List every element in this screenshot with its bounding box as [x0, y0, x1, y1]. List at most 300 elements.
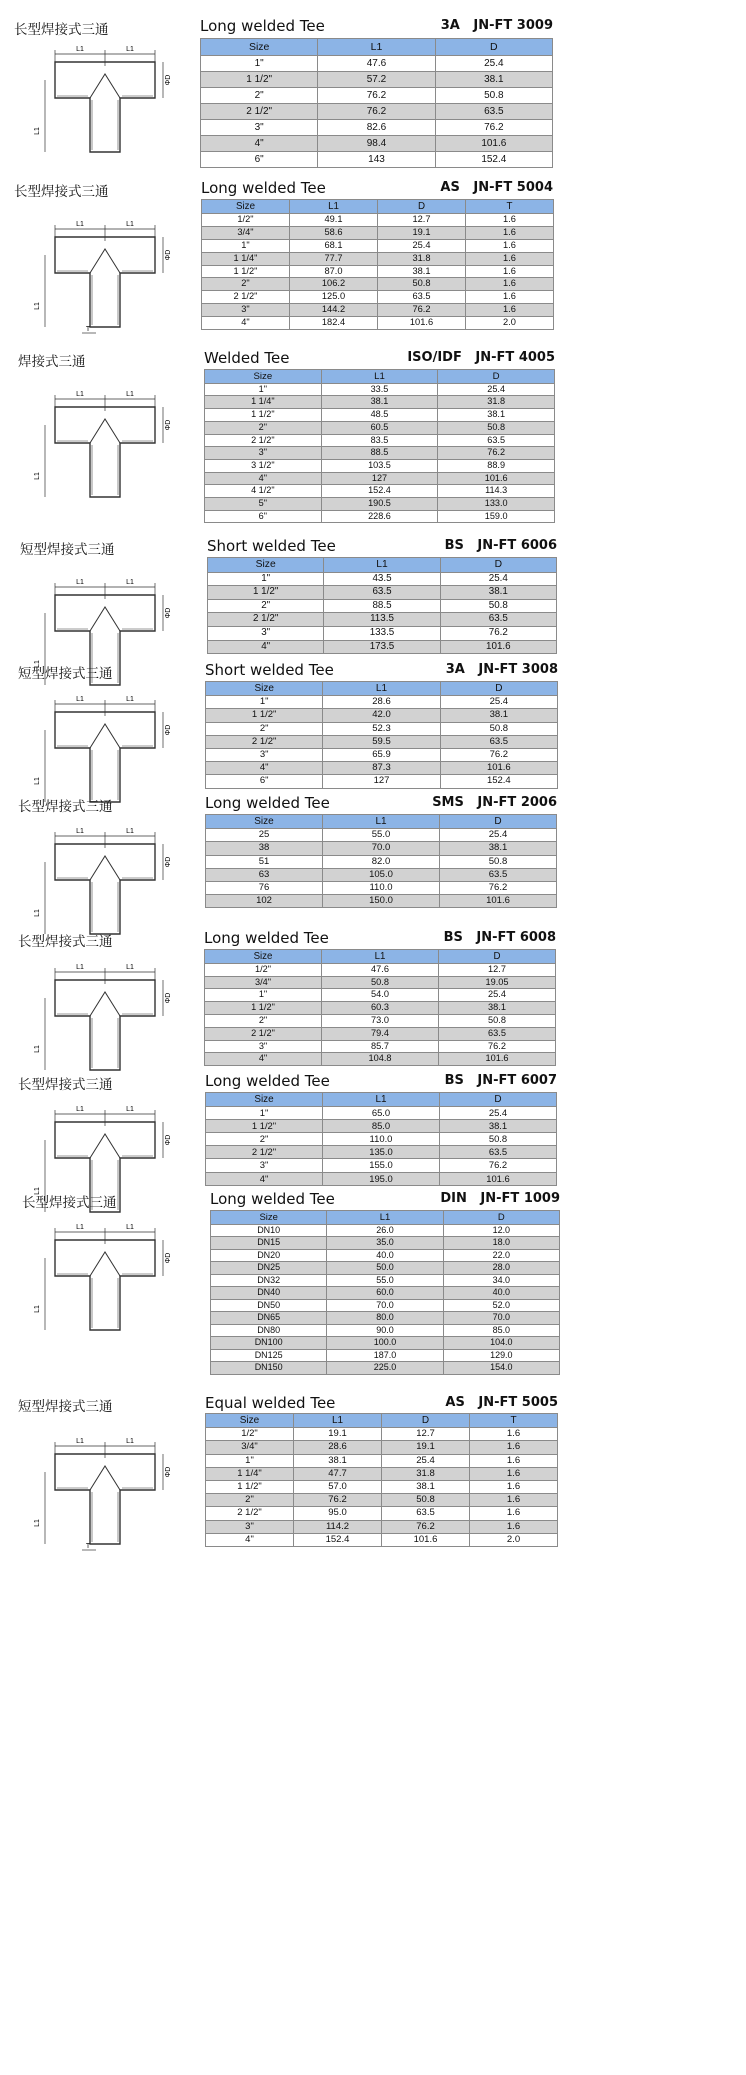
table-cell: 73.0 — [322, 1014, 439, 1027]
table-cell: 1" — [206, 1107, 323, 1120]
table-cell: 63.5 — [438, 434, 555, 447]
table-row — [202, 265, 554, 278]
table-cell: 5" — [205, 498, 322, 511]
table-row — [205, 472, 555, 485]
table-cell: 90.0 — [327, 1324, 443, 1337]
table-cell: 38.1 — [321, 396, 438, 409]
table-cell: 57.0 — [294, 1481, 382, 1494]
table-cell: 35.0 — [327, 1237, 443, 1250]
tee-outline — [55, 62, 155, 152]
table-cell: 1" — [202, 239, 290, 252]
table-row — [201, 104, 553, 120]
table-cell: 182.4 — [290, 317, 378, 330]
dim-l1-label: L1 — [76, 391, 84, 398]
table-row — [206, 1494, 558, 1507]
dim-t-label: T — [85, 1543, 91, 1550]
dim-d-label: ΦD — [165, 607, 172, 619]
column-header: Size — [206, 1093, 323, 1107]
chinese-title: 焊接式三通 — [18, 354, 86, 370]
table-row — [201, 72, 553, 88]
table-cell: 1 1/2" — [202, 265, 290, 278]
table-cell: 63.5 — [439, 1027, 556, 1040]
tee-drawing — [10, 215, 185, 355]
table-cell: 3" — [208, 626, 324, 640]
table-cell: 28.6 — [323, 696, 440, 709]
table-cell: 1 1/2" — [206, 1481, 294, 1494]
table-cell: 57.2 — [318, 72, 435, 88]
table-cell: 2" — [205, 421, 322, 434]
table-cell: 50.8 — [440, 599, 556, 613]
table-cell: 1.6 — [466, 213, 554, 226]
table-cell: 154.0 — [443, 1362, 559, 1375]
tee-outline — [55, 237, 155, 327]
table-cell: 3" — [205, 447, 322, 460]
table-row — [211, 1274, 560, 1287]
table-cell: 3" — [202, 304, 290, 317]
table-header-row — [205, 370, 555, 384]
table-cell: 100.0 — [327, 1337, 443, 1350]
table-cell: 101.6 — [382, 1533, 470, 1546]
table-cell: 2" — [206, 1133, 323, 1146]
tee-outline — [55, 844, 155, 934]
table-row — [206, 722, 558, 735]
table-cell: 1.6 — [470, 1467, 558, 1480]
table-cell: 22.0 — [443, 1249, 559, 1262]
column-header: Size — [206, 682, 323, 696]
table-cell: 225.0 — [327, 1362, 443, 1375]
table-cell: 2" — [205, 1014, 322, 1027]
table-cell: 4 1/2" — [205, 485, 322, 498]
table-cell: 38.1 — [294, 1454, 382, 1467]
tee-diagram — [10, 385, 185, 529]
tee-outline — [55, 980, 155, 1070]
table-cell: 19.1 — [294, 1428, 382, 1441]
table-cell: 25.4 — [440, 696, 557, 709]
table-cell: 34.0 — [443, 1274, 559, 1287]
table-cell: 68.1 — [290, 239, 378, 252]
table-cell: 4" — [201, 136, 318, 152]
table-cell: 2.0 — [466, 317, 554, 330]
table-cell: 101.6 — [440, 895, 557, 908]
table-cell: 80.0 — [327, 1312, 443, 1325]
table-cell: 47.7 — [294, 1467, 382, 1480]
table-row — [201, 136, 553, 152]
table-cell: 25.4 — [439, 989, 556, 1002]
table-cell: 113.5 — [324, 613, 440, 627]
table-cell: 127 — [321, 472, 438, 485]
column-header: D — [440, 1093, 557, 1107]
table-cell: 51 — [206, 855, 323, 868]
tee-diagram — [10, 1218, 185, 1362]
column-header: Size — [205, 950, 322, 964]
table-row — [208, 586, 557, 600]
table-cell: 4" — [208, 640, 324, 654]
tee-outline — [55, 1454, 155, 1544]
spec-table — [210, 1210, 560, 1375]
dim-d-label: ΦD — [165, 419, 172, 431]
english-title: Short welded Tee — [205, 661, 334, 679]
table-cell: 43.5 — [324, 572, 440, 586]
table-cell: 152.4 — [440, 775, 557, 788]
table-cell: 110.0 — [323, 882, 440, 895]
table-cell: 40.0 — [443, 1287, 559, 1300]
table-row — [201, 88, 553, 104]
table-cell: 4" — [206, 762, 323, 775]
table-cell: 63.5 — [324, 586, 440, 600]
table-cell: 87.0 — [290, 265, 378, 278]
tee-outline — [55, 712, 155, 802]
table-cell: 76.2 — [440, 1159, 557, 1172]
column-header: L1 — [324, 558, 440, 573]
table-cell: 1/2" — [205, 963, 322, 976]
table-cell: 3" — [201, 120, 318, 136]
table-cell: 1.6 — [470, 1520, 558, 1533]
table-row — [208, 599, 557, 613]
english-title: Long welded Tee — [204, 929, 329, 947]
table-row — [206, 1107, 557, 1120]
standard-code: AS JN-FT 5005 — [445, 1395, 558, 1410]
table-cell: 48.5 — [321, 409, 438, 422]
table-row — [206, 1467, 558, 1480]
table-cell: 1 1/4" — [206, 1467, 294, 1480]
dim-l1-label: L1 — [76, 1438, 84, 1445]
table-row — [202, 317, 554, 330]
table-cell: 38.1 — [440, 709, 557, 722]
table-cell: 1.6 — [470, 1507, 558, 1520]
table-cell: 2 1/2" — [206, 735, 323, 748]
chinese-title: 长型焊接式三通 — [14, 184, 109, 200]
spec-table — [205, 1413, 558, 1547]
table-cell: 4" — [202, 317, 290, 330]
dim-l1-label: L1 — [76, 46, 84, 53]
table-cell: 38.1 — [440, 1120, 557, 1133]
table-cell: 110.0 — [323, 1133, 440, 1146]
table-cell: 38.1 — [440, 586, 556, 600]
table-header-row — [205, 950, 556, 964]
table-row — [206, 1441, 558, 1454]
dim-t-label: T — [85, 326, 91, 333]
table-row — [205, 409, 555, 422]
table-cell: 155.0 — [323, 1159, 440, 1172]
table-cell: 135.0 — [323, 1146, 440, 1159]
table-cell: 1.6 — [470, 1441, 558, 1454]
table-row — [206, 775, 558, 788]
table-cell: 1.6 — [470, 1481, 558, 1494]
table-cell: 2 1/2" — [201, 104, 318, 120]
table-cell: 25.4 — [378, 239, 466, 252]
dim-l1-label: L1 — [126, 391, 134, 398]
table-row — [206, 1120, 557, 1133]
chinese-title: 短型焊接式三通 — [18, 1399, 113, 1415]
table-row — [206, 762, 558, 775]
table-cell: 1 1/4" — [205, 396, 322, 409]
table-cell: 2" — [201, 88, 318, 104]
table-cell: 50.8 — [378, 278, 466, 291]
english-title: Welded Tee — [204, 349, 290, 367]
column-header: D — [439, 950, 556, 964]
table-cell: 50.8 — [438, 421, 555, 434]
table-cell: 63.5 — [440, 1146, 557, 1159]
table-row — [202, 304, 554, 317]
column-header: L1 — [294, 1414, 382, 1428]
table-row — [208, 626, 557, 640]
chinese-title: 长型焊接式三通 — [18, 934, 113, 950]
table-cell: 42.0 — [323, 709, 440, 722]
table-cell: 79.4 — [322, 1027, 439, 1040]
table-cell: 1" — [206, 696, 323, 709]
table-row — [206, 1520, 558, 1533]
dim-l1-label: L1 — [34, 1305, 41, 1313]
table-row — [206, 735, 558, 748]
table-cell: 187.0 — [327, 1349, 443, 1362]
chinese-title: 长型焊接式三通 — [14, 22, 109, 38]
column-header: D — [378, 200, 466, 214]
table-cell: 1.6 — [466, 291, 554, 304]
table-cell: 133.0 — [438, 498, 555, 511]
table-cell: 59.5 — [323, 735, 440, 748]
table-cell: 2 1/2" — [208, 613, 324, 627]
tee-diagram — [10, 40, 185, 184]
standard-code: BS JN-FT 6006 — [444, 538, 557, 553]
table-cell: 129.0 — [443, 1349, 559, 1362]
table-row — [205, 963, 556, 976]
table-cell: 133.5 — [324, 626, 440, 640]
table-cell: 50.8 — [435, 88, 552, 104]
table-row — [202, 226, 554, 239]
table-cell: 1.6 — [470, 1494, 558, 1507]
table-cell: 2" — [206, 722, 323, 735]
dim-l1-label: L1 — [126, 1224, 134, 1231]
table-cell: 1" — [201, 56, 318, 72]
table-row — [205, 459, 555, 472]
column-header: D — [440, 815, 557, 829]
table-cell: 50.8 — [440, 1133, 557, 1146]
table-cell: 104.0 — [443, 1337, 559, 1350]
standard-code: 3A JN-FT 3008 — [445, 662, 558, 677]
table-cell: 50.8 — [440, 855, 557, 868]
table-row — [206, 842, 557, 855]
table-cell: 31.8 — [382, 1467, 470, 1480]
dim-d-label: ΦD — [165, 1252, 172, 1264]
table-cell: 38.1 — [378, 265, 466, 278]
table-cell: 4" — [206, 1172, 323, 1185]
table-cell: 88.5 — [324, 599, 440, 613]
table-row — [202, 252, 554, 265]
table-cell: 2" — [206, 1494, 294, 1507]
table-cell: 95.0 — [294, 1507, 382, 1520]
table-cell: DN32 — [211, 1274, 327, 1287]
dim-l1-label: L1 — [76, 1224, 84, 1231]
table-row — [206, 1428, 558, 1441]
table-cell: 6" — [205, 510, 322, 523]
tee-drawing — [10, 1432, 185, 1572]
column-header: D — [438, 370, 555, 384]
table-cell: 1 1/2" — [205, 1002, 322, 1015]
column-header: L1 — [323, 815, 440, 829]
table-cell: 76.2 — [378, 304, 466, 317]
tee-outline — [55, 1240, 155, 1330]
table-cell: 63.5 — [440, 735, 557, 748]
table-cell: 3/4" — [206, 1441, 294, 1454]
table-cell: 12.0 — [443, 1224, 559, 1237]
standard-code: 3A JN-FT 3009 — [440, 18, 553, 33]
table-cell: 85.0 — [323, 1120, 440, 1133]
table-cell: 76.2 — [440, 882, 557, 895]
column-header: Size — [208, 558, 324, 573]
table-cell: 2" — [202, 278, 290, 291]
table-cell: DN125 — [211, 1349, 327, 1362]
table-row — [206, 709, 558, 722]
table-cell: 76.2 — [294, 1494, 382, 1507]
table-cell: 38.1 — [440, 842, 557, 855]
table-cell: 1" — [205, 989, 322, 1002]
table-cell: 2 1/2" — [206, 1507, 294, 1520]
dim-l1-label: L1 — [76, 579, 84, 586]
table-cell: 55.0 — [323, 829, 440, 842]
table-cell: DN10 — [211, 1224, 327, 1237]
table-cell: 1.6 — [466, 226, 554, 239]
table-cell: 85.0 — [443, 1324, 559, 1337]
table-cell: 76.2 — [318, 104, 435, 120]
dim-d-label: ΦD — [165, 74, 172, 86]
column-header: L1 — [321, 370, 438, 384]
table-cell: 63.5 — [440, 613, 556, 627]
table-cell: 101.6 — [440, 762, 557, 775]
table-cell: 152.4 — [294, 1533, 382, 1546]
table-cell: 1 1/4" — [202, 252, 290, 265]
table-cell: 3/4" — [205, 976, 322, 989]
table-cell: 70.0 — [323, 842, 440, 855]
table-cell: 1.6 — [466, 304, 554, 317]
table-cell: 38.1 — [382, 1481, 470, 1494]
table-cell: 6" — [206, 775, 323, 788]
table-row — [205, 498, 555, 511]
table-row — [211, 1312, 560, 1325]
table-cell: 88.5 — [321, 447, 438, 460]
table-cell: 1" — [208, 572, 324, 586]
chinese-title: 长型焊接式三通 — [18, 799, 113, 815]
dim-d-label: ΦD — [165, 992, 172, 1004]
table-cell: 152.4 — [321, 485, 438, 498]
table-row — [206, 882, 557, 895]
table-cell: 28.6 — [294, 1441, 382, 1454]
table-cell: 18.0 — [443, 1237, 559, 1250]
column-header: Size — [206, 815, 323, 829]
dim-l1-label: L1 — [126, 1106, 134, 1113]
table-row — [208, 572, 557, 586]
table-cell: 2" — [208, 599, 324, 613]
table-cell: 88.9 — [438, 459, 555, 472]
table-row — [211, 1324, 560, 1337]
tee-outline — [55, 407, 155, 497]
table-cell: 33.5 — [321, 383, 438, 396]
table-cell: 143 — [318, 152, 435, 168]
standard-code: BS JN-FT 6008 — [443, 930, 556, 945]
table-cell: 76.2 — [318, 88, 435, 104]
dim-l1-label: L1 — [34, 127, 41, 135]
table-cell: 101.6 — [440, 640, 556, 654]
table-cell: 150.0 — [323, 895, 440, 908]
table-cell: 103.5 — [321, 459, 438, 472]
table-cell: 2.0 — [470, 1533, 558, 1546]
standard-code: AS JN-FT 5004 — [440, 180, 553, 195]
chinese-title: 短型焊接式三通 — [18, 666, 113, 682]
dim-d-label: ΦD — [165, 856, 172, 868]
table-cell: DN50 — [211, 1299, 327, 1312]
dim-l1-label: L1 — [34, 302, 41, 310]
table-cell: 12.7 — [378, 213, 466, 226]
table-cell: 65.0 — [323, 1107, 440, 1120]
table-cell: 228.6 — [321, 510, 438, 523]
table-cell: 76.2 — [382, 1520, 470, 1533]
table-row — [205, 434, 555, 447]
table-row — [206, 1481, 558, 1494]
table-row — [206, 1454, 558, 1467]
table-cell: 159.0 — [438, 510, 555, 523]
table-cell: 58.6 — [290, 226, 378, 239]
dim-d-label: ΦD — [165, 724, 172, 736]
column-header: D — [443, 1211, 559, 1225]
table-row — [206, 855, 557, 868]
standard-code: BS JN-FT 6007 — [444, 1073, 557, 1088]
column-header: L1 — [290, 200, 378, 214]
table-cell: 82.6 — [318, 120, 435, 136]
dim-l1-label: L1 — [126, 696, 134, 703]
table-cell: 101.6 — [438, 472, 555, 485]
table-cell: 1 1/2" — [205, 409, 322, 422]
table-cell: 195.0 — [323, 1172, 440, 1185]
table-row — [211, 1224, 560, 1237]
table-cell: 2 1/2" — [202, 291, 290, 304]
table-cell: 105.0 — [323, 868, 440, 881]
table-cell: 1" — [206, 1454, 294, 1467]
table-cell: 25.4 — [440, 1107, 557, 1120]
table-cell: 3" — [205, 1040, 322, 1053]
table-row — [206, 749, 558, 762]
column-header: L1 — [322, 950, 439, 964]
dim-d-label: ΦD — [165, 1134, 172, 1146]
dim-l1-label: L1 — [126, 828, 134, 835]
dim-l1-label: L1 — [76, 964, 84, 971]
table-cell: 101.6 — [378, 317, 466, 330]
table-cell: 76.2 — [438, 447, 555, 460]
table-cell: 38.1 — [439, 1002, 556, 1015]
table-cell: 50.8 — [322, 976, 439, 989]
tee-diagram — [10, 1432, 185, 1576]
table-row — [206, 1533, 558, 1546]
table-cell: 25.4 — [435, 56, 552, 72]
column-header: Size — [205, 370, 322, 384]
dim-l1-label: L1 — [126, 46, 134, 53]
dim-l1-label: L1 — [34, 777, 41, 785]
table-row — [211, 1349, 560, 1362]
table-row — [205, 447, 555, 460]
table-row — [205, 510, 555, 523]
table-row — [208, 640, 557, 654]
table-cell: 76.2 — [439, 1040, 556, 1053]
dim-l1-label: L1 — [76, 221, 84, 228]
table-cell: 87.3 — [323, 762, 440, 775]
table-cell: 63.5 — [378, 291, 466, 304]
column-header: L1 — [323, 682, 440, 696]
table-cell: 125.0 — [290, 291, 378, 304]
table-cell: 1/2" — [206, 1428, 294, 1441]
table-row — [211, 1299, 560, 1312]
table-cell: 3 1/2" — [205, 459, 322, 472]
table-cell: 50.8 — [439, 1014, 556, 1027]
spec-table — [204, 369, 555, 523]
table-cell: 1 1/2" — [208, 586, 324, 600]
